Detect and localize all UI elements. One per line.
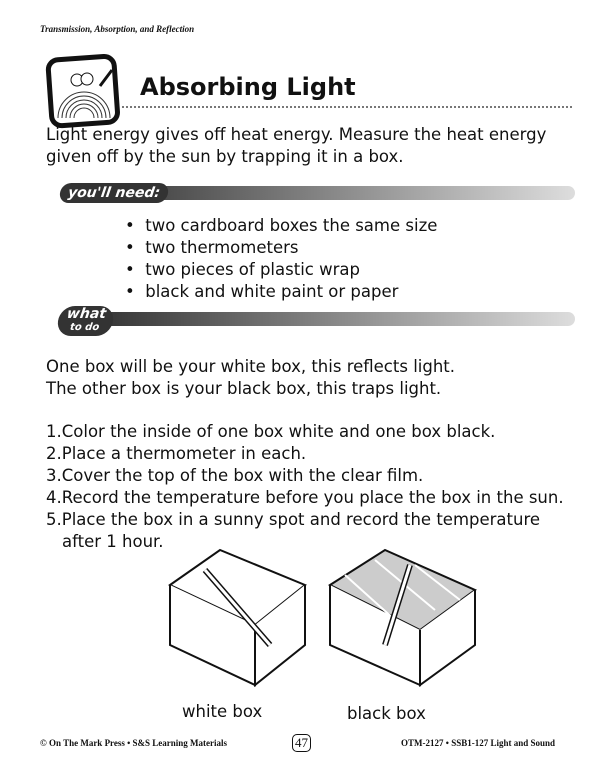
list-item: • black and white paint or paper [125,282,399,301]
step-item: 4.Record the temperature before you place the box in the sun. [46,488,564,507]
needs-label: you'll need: [59,183,170,203]
intro-line: Light energy gives off heat energy. Measure the heat energy [46,125,547,144]
intro-text [46,124,546,168]
todo-intro [46,356,455,400]
section-header: Transmission, Absorption, and Reflection [40,24,195,34]
step-item: 2.Place a thermometer in each. [46,444,307,463]
intro-line: given off by the sun by trapping it in a box. [46,147,404,166]
todo-intro-line: One box will be your white box, this reflects light. [46,357,456,376]
white-box-illustration [160,545,320,695]
list-item: • two thermometers [125,238,299,257]
step-item-continued: after 1 hour. [62,532,164,551]
black-box-caption: black box [347,704,426,723]
step-item: 5.Place the box in a sunny spot and record the temperature [46,510,541,529]
title-divider [122,106,572,108]
footer-product: OTM-2127 • SSB1-127 Light and Sound [401,738,555,748]
steps-list [46,421,564,553]
step-item: 3.Cover the top of the box with the clear film. [46,466,424,485]
needs-list [125,215,437,303]
page-title: Absorbing Light [140,73,356,101]
white-box-caption: white box [182,702,263,721]
list-item: • two cardboard boxes the same size [125,216,438,235]
black-box-illustration [325,545,485,695]
todo-banner [95,312,575,326]
step-item: 1.Color the inside of one box white and one box black. [46,422,496,441]
rainbow-mascot-icon [44,52,124,132]
list-item: • two pieces of plastic wrap [125,260,360,279]
footer-copyright: © On The Mark Press • S&S Learning Materials [40,738,228,748]
todo-label: what to do [56,306,115,336]
todo-intro-line: The other box is your black box, this traps light. [46,379,442,398]
page-number: 47 [292,734,311,752]
